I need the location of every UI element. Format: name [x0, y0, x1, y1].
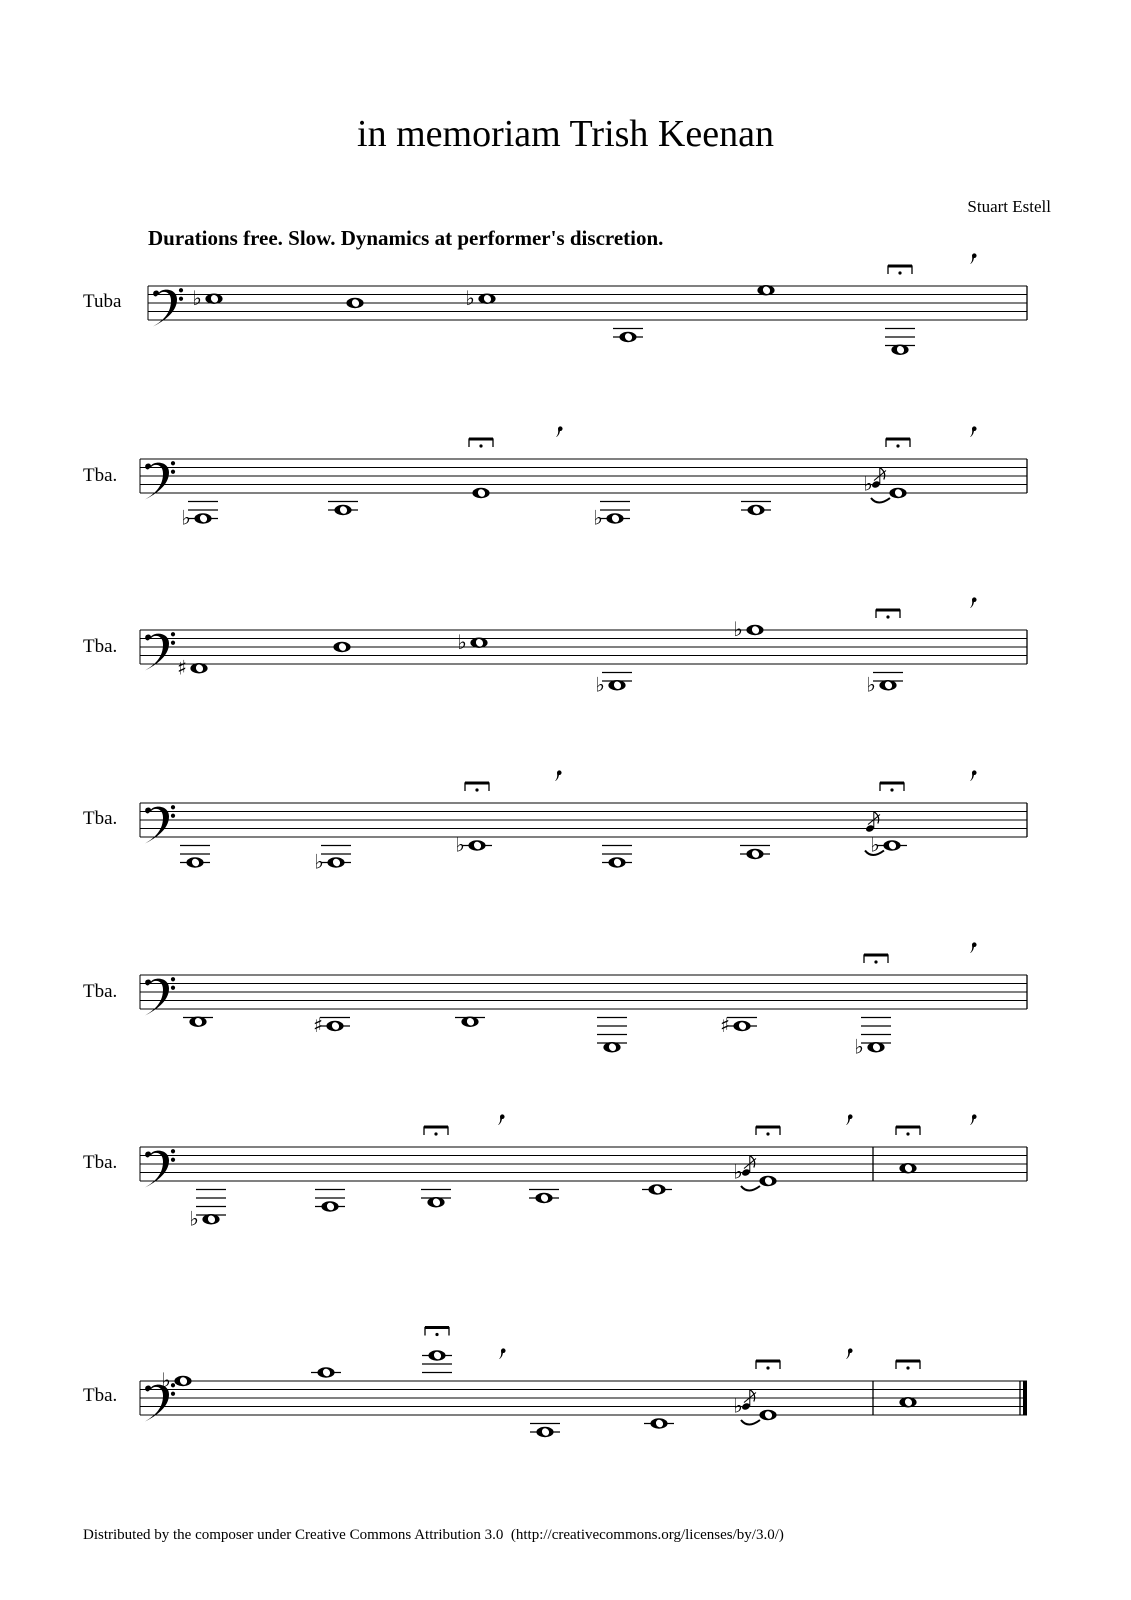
system-label-2: Tba.: [83, 465, 118, 486]
flat-icon: ♭: [457, 629, 467, 654]
bass-clef-dot: [171, 805, 175, 809]
system-label-7: Tba.: [83, 1385, 118, 1406]
grace-slur: [741, 1186, 760, 1191]
breath-mark-icon: [556, 426, 563, 437]
sharp-icon: ♯: [177, 655, 187, 680]
sharp-icon: ♯: [720, 1013, 730, 1037]
bass-clef-dot: [171, 1383, 175, 1387]
flat-icon: ♭: [595, 672, 605, 697]
flat-icon: ♭: [733, 1159, 743, 1184]
fermata-dot: [766, 1132, 769, 1135]
breath-mark-icon: [498, 1114, 505, 1125]
flat-icon: ♭: [870, 832, 880, 857]
performance-instruction: Durations free. Slow. Dynamics at performer's discretion.: [148, 226, 664, 250]
flat-icon: ♭: [866, 672, 876, 697]
bass-clef-dot: [171, 461, 175, 465]
bass-clef-dot: [171, 470, 175, 474]
breath-mark-icon: [970, 942, 977, 953]
breath-mark-icon: [970, 426, 977, 437]
flat-icon: ♭: [733, 1393, 743, 1418]
grace-slur: [871, 498, 890, 503]
fermata-dot: [435, 1333, 438, 1336]
fermata-dot: [890, 788, 893, 791]
fermata-dot: [906, 1366, 909, 1369]
flat-icon: ♭: [455, 832, 465, 857]
fermata-dot: [475, 788, 478, 791]
flat-icon: ♭: [854, 1034, 864, 1059]
fermata-dot: [886, 615, 889, 618]
flat-icon: ♭: [863, 471, 873, 496]
bass-clef-icon: [145, 1151, 169, 1188]
system-label-1: Tuba: [83, 291, 122, 312]
fermata-dot: [906, 1132, 909, 1135]
license-footer: Distributed by the composer under Creative Commons Attribution 3.0 (http://creativecommons.org/licenses/by/3.0/): [83, 1527, 784, 1543]
fermata-dot: [766, 1366, 769, 1369]
bass-clef-dot: [171, 1149, 175, 1153]
bass-clef-dot: [171, 632, 175, 636]
flat-icon: ♭: [189, 1206, 199, 1231]
breath-mark-icon: [499, 1348, 506, 1359]
system-label-4: Tba.: [83, 808, 118, 829]
composer-name: Stuart Estell: [967, 197, 1051, 216]
fermata-dot: [896, 444, 899, 447]
bass-clef-dot: [171, 977, 175, 981]
bass-clef-dot: [179, 288, 183, 292]
bass-clef-dot: [171, 814, 175, 818]
flat-icon: ♭: [181, 505, 191, 530]
grace-slur: [741, 1420, 760, 1425]
breath-mark-icon: [970, 597, 977, 608]
flat-icon: ♭: [314, 849, 324, 874]
bass-clef-dot: [179, 297, 183, 301]
bass-clef-icon: [145, 979, 169, 1016]
page-title: in memoriam Trish Keenan: [357, 113, 774, 155]
system-label-6: Tba.: [83, 1152, 118, 1173]
breath-mark-icon: [970, 1114, 977, 1125]
fermata-dot: [874, 960, 877, 963]
flat-icon: ♭: [733, 617, 743, 641]
system-label-3: Tba.: [83, 636, 118, 657]
fermata-dot: [898, 271, 901, 274]
flat-icon: ♭: [465, 285, 475, 310]
breath-mark-icon: [555, 770, 562, 781]
flat-icon: ♭: [593, 505, 603, 530]
breath-mark-icon: [846, 1348, 853, 1359]
bass-clef-icon: [145, 807, 169, 844]
bass-clef-icon: [153, 290, 177, 327]
final-bar-thick: [1023, 1381, 1027, 1415]
bass-clef-icon: [145, 463, 169, 500]
breath-mark-icon: [846, 1114, 853, 1125]
breath-mark-icon: [970, 770, 977, 781]
fermata-dot: [434, 1132, 437, 1135]
bass-clef-dot: [171, 1392, 175, 1396]
bass-clef-dot: [171, 986, 175, 990]
flat-icon: ♭: [161, 1368, 171, 1392]
flat-icon: ♭: [192, 285, 202, 310]
bass-clef-icon: [145, 634, 169, 671]
fermata-dot: [479, 444, 482, 447]
sharp-icon: ♯: [313, 1013, 323, 1037]
bass-clef-dot: [171, 641, 175, 645]
breath-mark-icon: [970, 253, 977, 264]
system-label-5: Tba.: [83, 981, 118, 1002]
bass-clef-dot: [171, 1158, 175, 1162]
